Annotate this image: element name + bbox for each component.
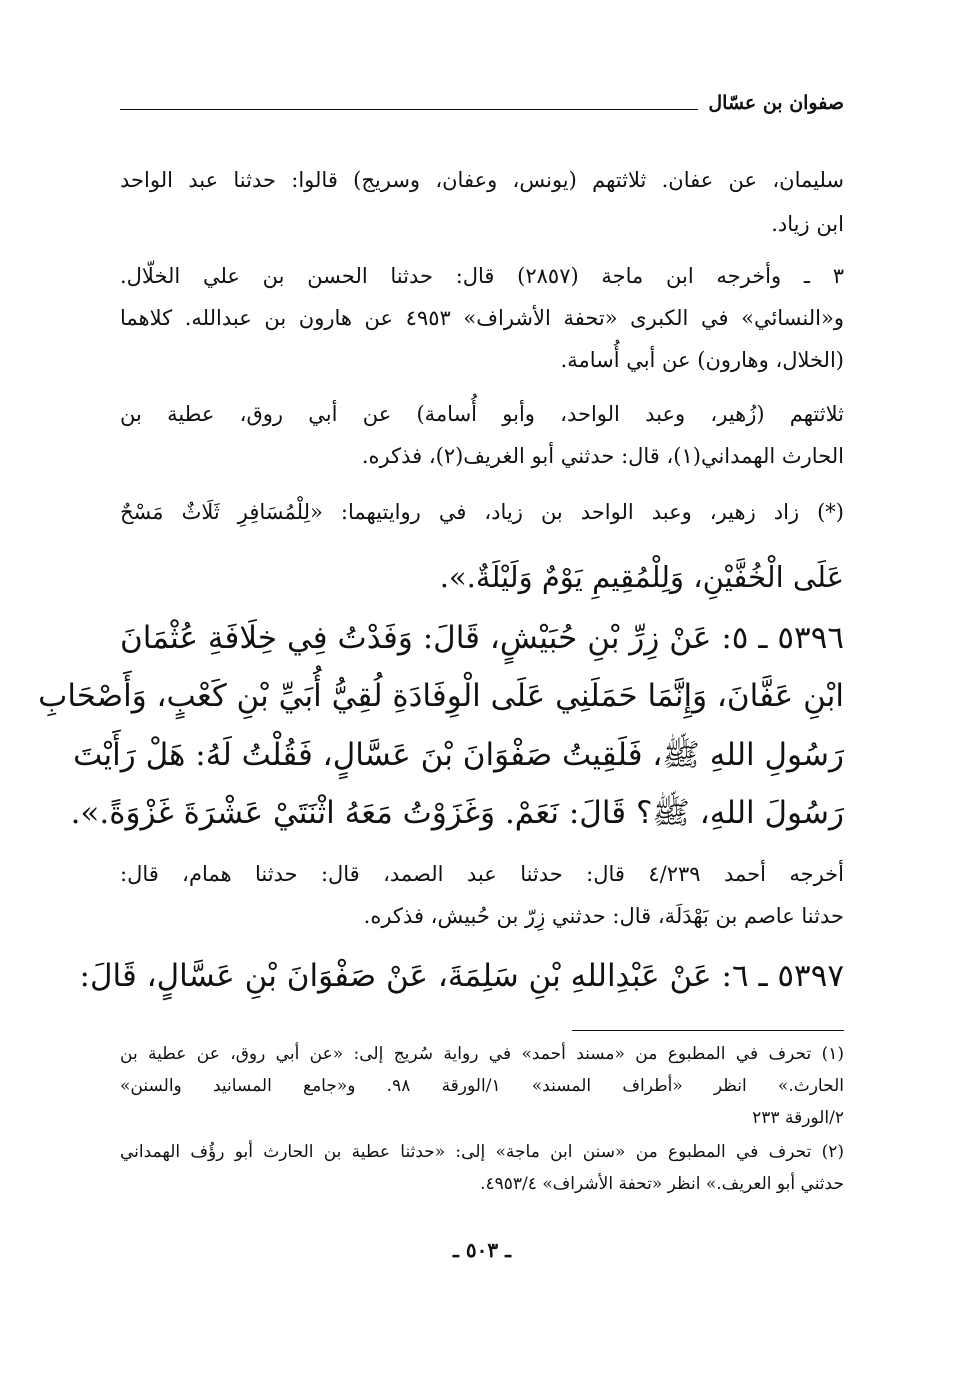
hadith-line: ٥٣٩٦ ـ ٥: عَنْ زِرِّ بْنِ حُبَيْشٍ، قَالَ: وَفَدْتُ فِي خِلَافَةِ عُثْمَانَ [120, 620, 844, 656]
text-line: ثلاثتهم (زُهير، وعبد الواحد، وأبو أُسامة) عن أبي روق، عطية بن [120, 402, 844, 426]
running-title: صفوان بن عسّال [698, 92, 844, 114]
footnote-line: (٢) تحرف في المطبوع من «سنن ابن ماجة» إلى: «حدثنا عطية بن الحارث أبو رؤُف الهمداني [120, 1142, 844, 1162]
footnote-line: ٢/الورقة ٢٣٣ [752, 1108, 844, 1128]
footnote-line: الحارث.» انظر «أطراف المسند» ١/الورقة ٩٨. و«جامع المسانيد والسنن» [120, 1076, 844, 1096]
book-page [38, 0, 844, 1376]
text-line: سليمان، عن عفان. ثلاثتهم (يونس، وعفان، وسريج) قالوا: حدثنا عبد الواحد [120, 168, 844, 192]
running-header [120, 92, 844, 122]
hadith-line: رَسُولِ اللهِ ﷺ، فَلَقِيتُ صَفْوَانَ بْنَ عَسَّالٍ، فَقُلْتُ لَهُ: هَلْ رَأَيْتَ [73, 737, 844, 773]
text-line: حدثنا عاصم بن بَهْدَلَة، قال: حدثني زِرّ بن حُبيش، فذكره. [363, 904, 844, 928]
text-line: ٣ ـ وأخرجه ابن ماجة (٢٨٥٧) قال: حدثنا الحسن بن علي الخلّال. [120, 264, 844, 288]
text-line: ابن زياد. [771, 212, 844, 236]
page-number: ـ ٥٠٣ ـ [453, 1238, 511, 1262]
text-line: (*) زاد زهير، وعبد الواحد بن زياد، في روايتيهما: «لِلْمُسَافِرِ ثَلَاثٌ مَسْحٌ [120, 500, 844, 524]
text-line: (الخلال، وهارون) عن أبي أُسامة. [560, 348, 844, 372]
text-line: و«النسائي» في الكبرى «تحفة الأشراف» ٤٩٥٣ عن هارون بن عبدالله. كلاهما [120, 306, 844, 330]
header-rule [120, 109, 724, 110]
hadith-line: ابْنِ عَفَّانَ، وَإِنَّمَا حَمَلَنِي عَلَى الْوِفَادَةِ لُقِيُّ أُبَيِّ بْنِ كَعْبٍ، وَأَصْحَابِ [38, 678, 844, 714]
hadith-line: ٥٣٩٧ ـ ٦: عَنْ عَبْدِاللهِ بْنِ سَلِمَةَ، عَنْ صَفْوَانَ بْنِ عَسَّالٍ، قَالَ: [79, 958, 844, 994]
footnote-rule [572, 1030, 844, 1031]
footnote-line: (١) تحرف في المطبوع من «مسند أحمد» في رواية سُريج إلى: «عن أبي روق، عن عطية بن [120, 1044, 844, 1064]
footnote-line: حدثني أبو العريف.» انظر «تحفة الأشراف» ٤٩٥٣/٤. [480, 1174, 844, 1194]
hadith-line: رَسُولَ اللهِ، ﷺ؟ قَالَ: نَعَمْ. وَغَزَوْتُ مَعَهُ اثْنَتَيْ عَشْرَةَ غَزْوَةً.». [70, 795, 844, 831]
text-line: الحارث الهمداني(١)، قال: حدثني أبو الغريف(٢)، فذكره. [361, 444, 844, 468]
text-line: أخرجه أحمد ٤/٢٣٩ قال: حدثنا عبد الصمد، قال: حدثنا همام، قال: [120, 862, 844, 886]
hadith-line: عَلَى الْخُفَّيْنِ، وَلِلْمُقِيمِ يَوْمٌ وَلَيْلَةٌ.». [439, 560, 844, 594]
